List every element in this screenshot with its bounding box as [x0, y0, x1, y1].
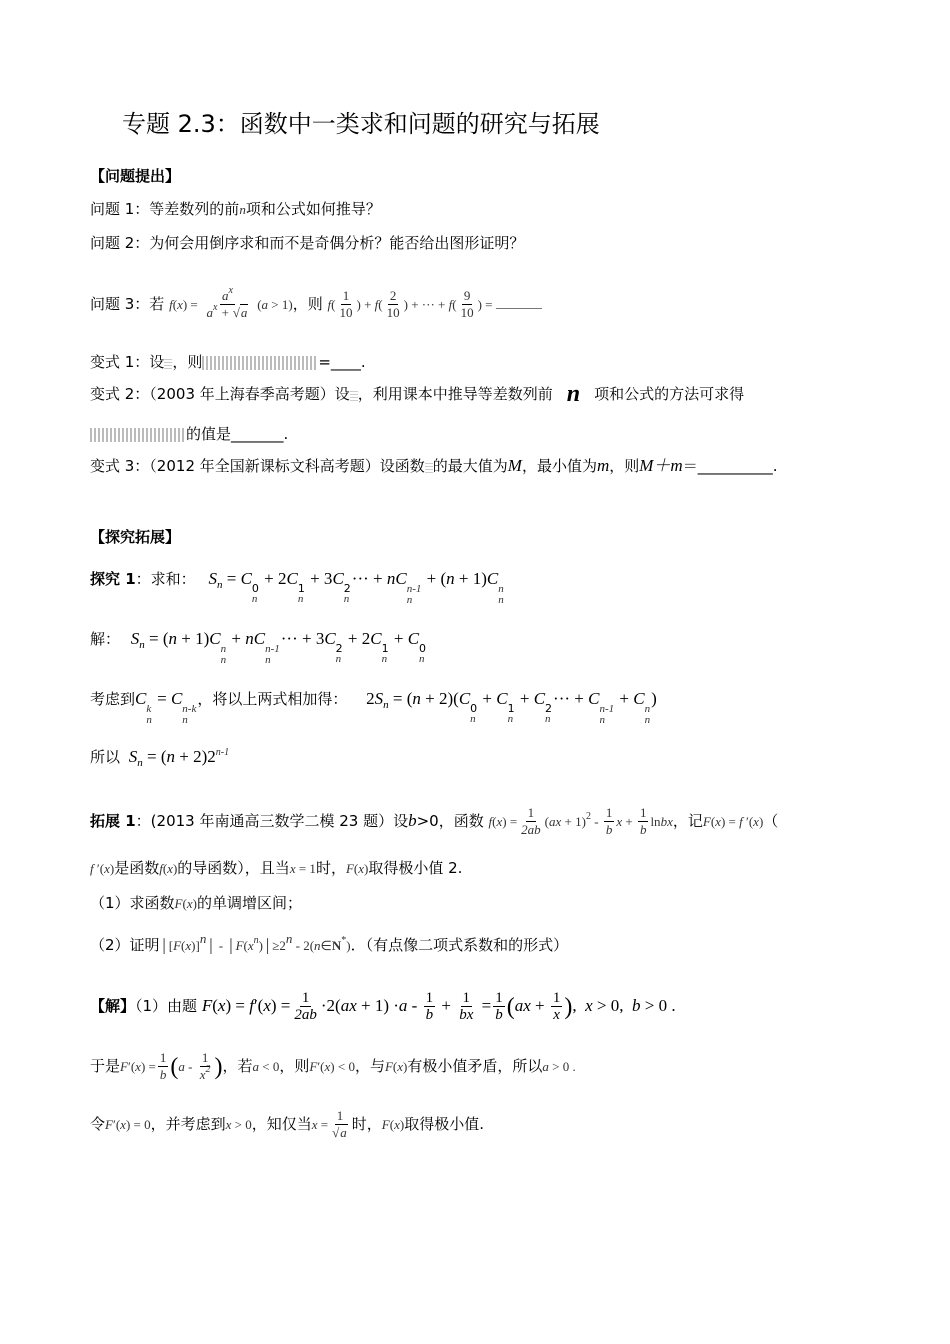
part-2: （2）证明$│[F(x)]^n│$ - $│F(x^n)│\ge 2^n$ - 2(n∈N*)．（有点像二项式系数和的形式） — [90, 931, 569, 954]
variant-2: 变式 2：（2003 年上海春季高考题）设 ，利用课本中推导等差数列前 n 项和公式的方法可求得 — [90, 381, 745, 407]
blurred-formula-image — [202, 356, 318, 370]
variant-1: 变式 1：设 ，则 =____. — [90, 353, 366, 371]
so-line: 所以 $S_n = (n + 2)2^{n-1}$ — [90, 747, 230, 769]
consider-line: 考虑到C k n = C n-k n ，将以上两式相加得： $2S_n = (n + 2)(C$ 0 n + C 1 n + C 2 n ··· + C n-1 n + C n n ) — [90, 689, 657, 726]
section-heading-problems: 【问题提出】 — [90, 167, 181, 185]
let-line: 令F′(x) = 0，并考虑到x > 0，知仅当x = $\frac{1}{√a}$ 时，F(x)取得极小值. — [90, 1108, 484, 1140]
extension-1: 拓展 1：(2013 年南通高三数学二模 23 题）设b>0，函数 f(x) = $\frac{1}{2ab}$ (ax + 1)$^2$ - $\frac{1}{b}$ x + $\frac{1}{b}$ lnbx，记F(x) = f ′(x)（ — [90, 805, 779, 837]
part-1: （1）求函数F(x)的单调增区间； — [90, 894, 302, 912]
question-3: 问题 3：若 f(x) = $\frac{a^x}{a^x + √a}$ (a > 1)，则 f( $\frac{1}{10}$ ) + f( $\frac{2}{10}$ ) + ··· + f( $\frac{9}{10}$ ) = — [90, 280, 542, 328]
then-line: 于是F′(x) = $\frac{1}{b}$ (a - $\frac{1}{x^2}$ )，若a < 0，则F′(x) < 0，与F(x)有极小值矛盾，所以a > 0 . — [90, 1050, 576, 1082]
question-2: 问题 2：为何会用倒序求和而不是奇偶分析？能否给出图形证明？ — [90, 234, 525, 252]
derivative-line: f ′(x)是函数f(x)的导函数），且当x = 1时，F(x)取得极小值 2. — [90, 859, 463, 877]
question-1: 问题 1：等差数列的前n项和公式如何推导？ — [90, 200, 381, 218]
solution-1: 解： $S_n = (n + 1)C$ n n + nC n-1 n ··· + 3C 2 n + 2C 1 n + C 0 n — [90, 629, 427, 666]
variant-3: 变式 3：（2012 年全国新课标文科高考题）设函数 的最大值为M，最小值为m，则M＋m＝__________. — [90, 456, 778, 475]
document-title: 专题 2.3：函数中一类求和问题的研究与拓展 — [122, 110, 600, 138]
variant-2-continued: 的值是_______. — [90, 424, 288, 444]
explore-1: 探究 1：求和： $S_n = C$ 0 n + 2C 1 n + 3C 2 n ··· + nC n-1 n + (n + 1)C n n — [90, 569, 504, 606]
blurred-formula-image — [90, 428, 186, 442]
section-heading-explore: 【探究拓展】 — [90, 528, 181, 546]
solution-2: 【解】（1）由题 F(x) = f′(x) = $\frac{1}{2ab}$ ·2(ax + 1) ·a - $\frac{1}{b}$ + $\frac{1}{bx}$ = $\frac{1}{b}$ (ax + $\frac{1}{x}$ ), x > 0, b > 0 . — [90, 990, 676, 1023]
